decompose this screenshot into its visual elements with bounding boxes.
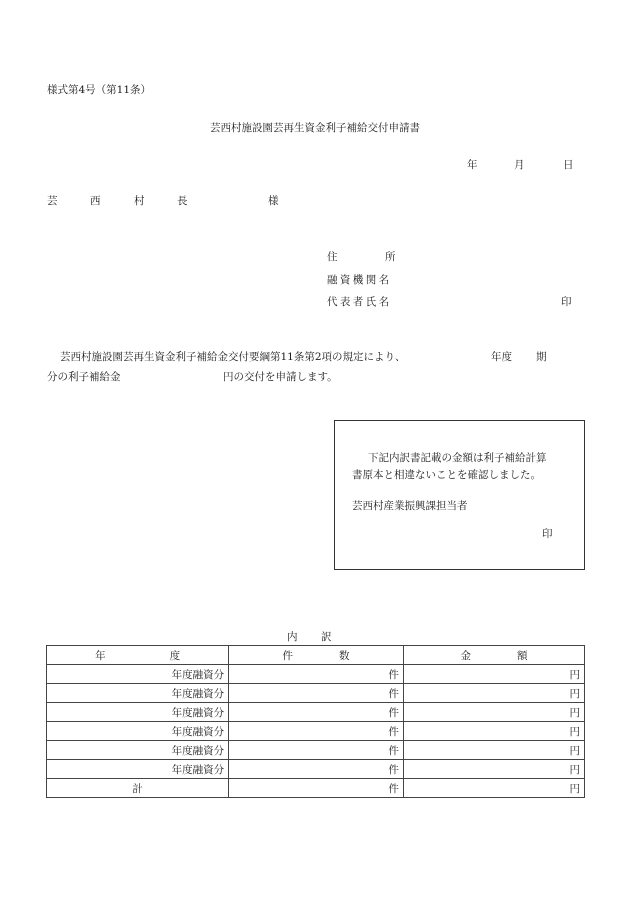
addressee-char: 長 [177,195,188,207]
row-year: 年度融資分 [47,760,229,779]
row-year: 年度融資分 [47,665,229,684]
confirmation-box [334,420,585,570]
table-row [47,760,585,779]
table-row [47,684,585,703]
table-row [47,665,585,684]
header-amount [403,646,584,665]
table-row [47,722,585,741]
row-amount: 円 [403,741,584,760]
row-year: 年度融資分 [47,684,229,703]
header-count-b: 数 [339,649,350,662]
bank-name-label: 融資機関名 [327,274,392,286]
breakdown-caption-a: 内 [287,631,298,643]
header-year-a: 年 [95,649,106,662]
total-amount: 円 [403,779,584,798]
header-count [229,646,404,665]
body-year-label: 年度 [491,351,512,363]
representative-name-label: 代表者氏名 [327,296,392,308]
row-count: 件 [229,665,404,684]
breakdown-caption [287,629,332,644]
row-year: 年度融資分 [47,703,229,722]
row-count: 件 [229,722,404,741]
table-row [47,703,585,722]
row-amount: 円 [403,684,584,703]
header-year [47,646,229,665]
address-label-a: 住 [327,251,338,263]
table-total-row [47,779,585,798]
row-count: 件 [229,703,404,722]
table-header-row [47,646,585,665]
row-count: 件 [229,741,404,760]
row-count: 件 [229,684,404,703]
addressee-honorific: 様 [268,195,279,207]
body-text-line1: 芸西村施設園芸再生資金利子補給金交付要綱第11条第2項の規定により、 [60,351,406,363]
confirmation-text-line1: 下記内訳書記載の金額は利子補給計算 [368,452,547,464]
row-amount: 円 [403,722,584,741]
breakdown-caption-b: 訳 [321,631,332,643]
total-count: 件 [229,779,404,798]
date-year-label: 年 [467,159,478,171]
header-amount-a: 金 [460,649,471,662]
row-count: 件 [229,760,404,779]
address-label-b: 所 [385,251,396,263]
body-period-label: 期 [536,351,547,363]
header-year-b: 度 [169,649,181,662]
date-day-label: 日 [563,159,574,171]
body-text-line2a: 分の利子補給金 [47,371,121,383]
row-year: 年度融資分 [47,722,229,741]
addressee-char: 西 [90,195,101,207]
table-row [47,741,585,760]
header-amount-b: 額 [516,649,528,662]
form-number: 様式第4号（第11条） [47,84,152,96]
header-count-a: 件 [282,649,294,662]
row-amount: 円 [403,703,584,722]
confirmation-text-line2: 書原本と相違ないことを確認しました。 [352,469,541,481]
confirmation-seal-mark: 印 [542,528,553,540]
date-month-label: 月 [514,159,525,171]
confirmation-office: 芸西村産業振興課担当者 [352,500,468,512]
body-text-line2b: 円の交付を申請します。 [223,371,338,383]
row-amount: 円 [403,760,584,779]
row-amount: 円 [403,665,584,684]
total-label: 計 [47,779,229,798]
addressee-char: 芸 [47,195,58,207]
document-title: 芸西村施設園芸再生資金利子補給交付申請書 [210,122,420,134]
addressee-char: 村 [134,195,145,207]
breakdown-table [46,645,585,798]
row-year: 年度融資分 [47,741,229,760]
applicant-seal-mark: 印 [561,296,572,308]
